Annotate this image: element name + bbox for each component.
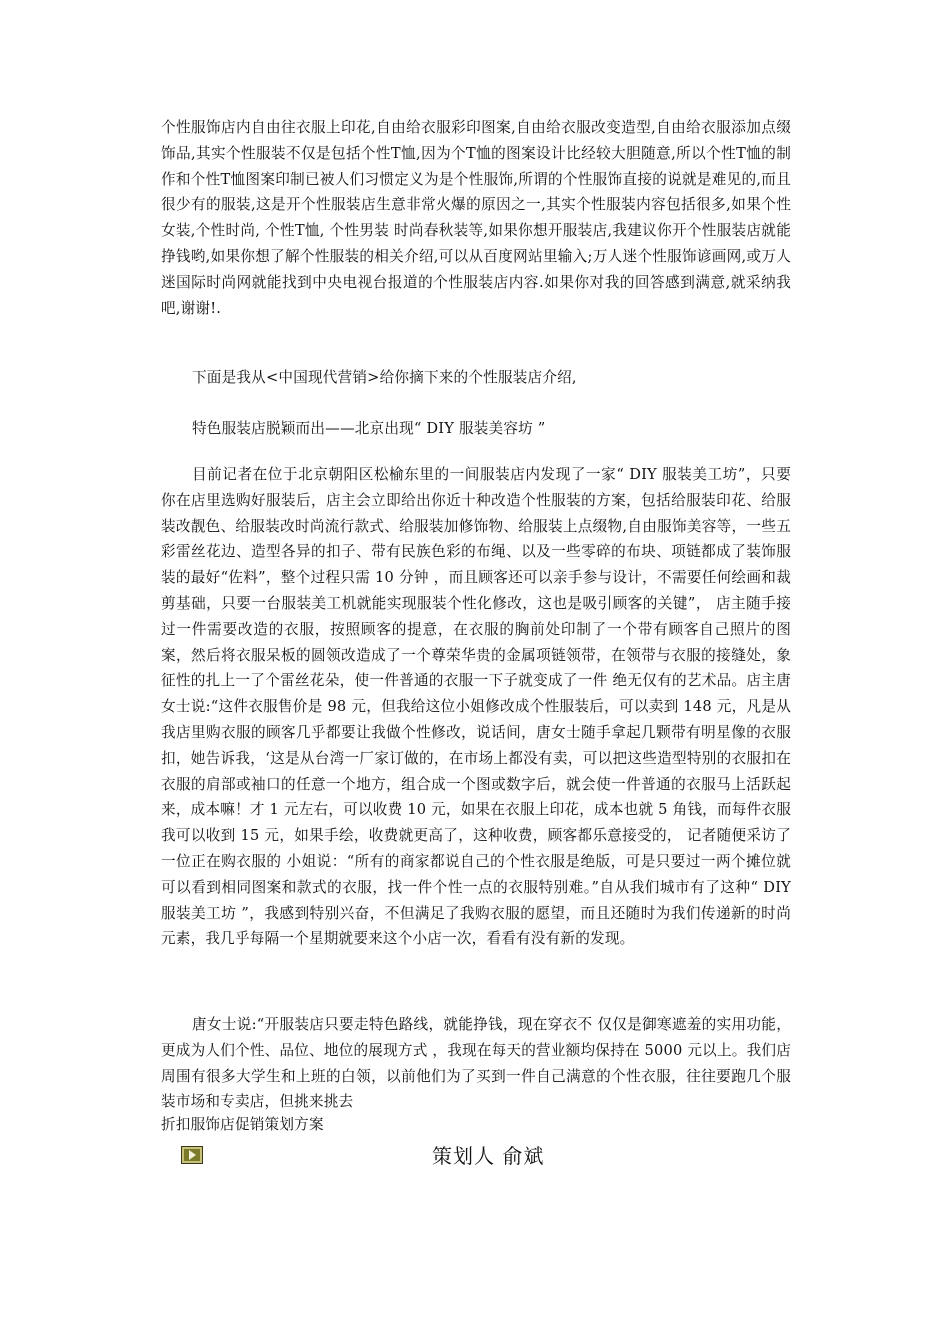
paragraph-report: 目前记者在位于北京朝阳区松榆东里的一间服装店内发现了一家“ DIY 服装美工坊”，只要你在店里选购好服装后，店主会立即给出你近十种改造个性服装的方案，包括给服装印花、给服装改靓色、给服装改时尚流行款式、给服装加修饰物、给服装上点缀物,自由服饰美容等，一些五彩雷丝花边、造型各异的扣子、带有民族色彩的布绳、以及一些零碎的布块、项链都成了装饰服装的最好“佐料”，整个过程只需 10 分钟 ，而且顾客还可以亲手参与设计，不需要任何绘画和裁剪基础，只要一台服装美工机就能实现服装个性化修改，这也是吸引顾客的关键”， 店主随手接过一件需要改造的衣服，按照顾客的提意，在衣服的胸前处印制了一个带有顾客自己照片的图案，然后将衣服呆板的圆领改造成了一个尊荣华贵的金属项链领带，在领带与衣服的接缝处，象征性的扎上一了个雷丝花朵，使一件普通的衣服一下子就变成了一件 绝无仅有的艺术品。店主唐女士说:“这件衣服售价是 98 元，但我给这位小姐修改成个性服装后，可以卖到 148 元，凡是从我店里购衣服的顾客几乎都要让我做个性修改，说话间，唐女士随手拿起几颗带有明星像的衣服扣，她告诉我，‘这是从台湾一厂家订做的，在市场上都没有卖，可以把这些造型特别的衣服扣在衣服的肩部或袖口的任意一个地方，组合成一个图或数字后，就会使一件普通的衣服马上活跃起来，成本嘛！才 1 元左右，可以收费 10 元，如果在衣服上印花，成本也就 5 角钱，而每件衣服我可以收到 15 元，如果手绘，收费就更高了，这种收费，顾客都乐意接受的， 记者随便采访了一位正在购衣服的 小姐说：“所有的商家都说自己的个性衣服是绝版，可是只要过一两个摊位就可以看到相同图案和款式的衣服，找一件个性一点的衣服特别难。”自从我们城市有了这种“ DIY 服装美工坊 ”，我感到特别兴奋，不但满足了我购衣服的愿望，而且还随时为我们传递新的时尚元素，我几乎每隔一个星期就要来这个小店一次，看看有没有新的发现。	[161, 466, 791, 948]
play-arrow-icon[interactable]	[181, 1146, 203, 1164]
planner-line: 策划人 俞斌	[432, 1144, 545, 1168]
paragraph-quote: 唐女士说:“开服装店只要走特色路线，就能挣钱，现在穿衣不 仅仅是御寒遮羞的实用功能， 更成为人们个性、品位、地位的展现方式 ，我现在每天的营业额均保持在 5000 元以上。我们店周围有很多大学生和上班的白领，以前他们为了买到一件自己满意的个性衣服，往往要跑几个服装市场和专卖店，但挑来挑去	[161, 1016, 791, 1111]
paragraph-intro: 个性服饰店内自由往衣服上印花,自由给衣服彩印图案,自由给衣服改变造型,自由给衣服添加点缀饰品,其实个性服装不仅是包括个性T恤,因为个T恤的图案设计比经较大胆随意,所以个性T恤的制作和个性T恤图案印制已被人们习惯定义为是个性服饰,所谓的个性服饰直接的说就是难见的,而且很少有的服装,这是开个性服装店生意非常火爆的原因之一,其实个性服装内容包括很多,如果个性女装,个性时尚, 个性T恤, 个性男装 时尚春秋装等,如果你想开服装店,我建议你开个性服装店就能挣钱哟,如果你想了解个性服装的相关介绍,可以从百度网站里输入;万人迷个性服饰谚画网,或万人迷国际时尚网就能找到中央电视台报道的个性服装店内容.如果你对我的回答感到满意,就采纳我吧,谢谢!.	[161, 119, 791, 317]
paragraph-headline: 特色服装店脱颖而出——北京出现“ DIY 服装美容坊 ”	[192, 420, 546, 437]
paragraph-plan-title: 折扣服饰店促销策划方案	[161, 1116, 324, 1133]
paragraph-source-note: 下面是我从<中国现代营销>给你摘下来的个性服装店介绍,	[192, 369, 577, 386]
